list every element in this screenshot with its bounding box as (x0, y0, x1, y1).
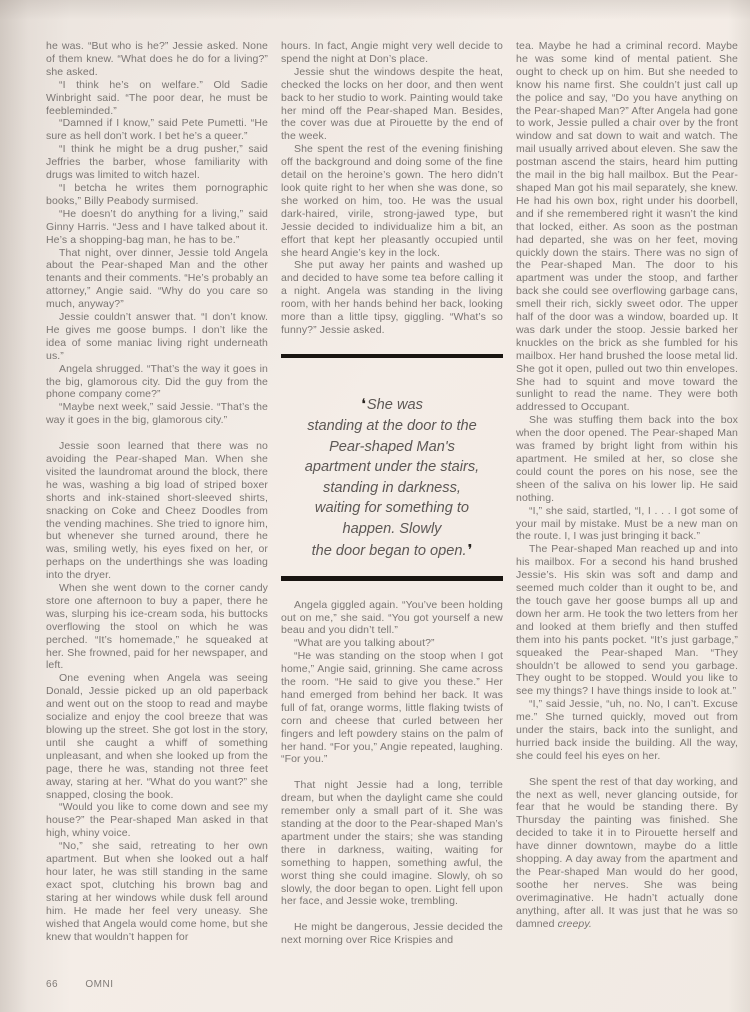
paragraph: “Maybe next week,” said Jessie. “That’s the way it goes in the big, glamorous city.” (46, 401, 268, 427)
paragraph: “He was standing on the stoop when I got home,” Angie said, grinning. She came across the room. “He said to give you these.” Her hand emerged from behind her back. It was full of fat, orange worms, little flaking twists of corn and cheese that curled between her fingers and left powdery stains on the palm of her hand. “For you,” Angie repeated, laughing. “For you.” (281, 650, 503, 766)
paragraph: That night Jessie had a long, terrible dream, but when the daylight came she could remember only a small part of it. She was standing at the door to the Pear-shaped Man’s apartment under the stairs; she was standing there in darkness, waiting, waiting for something to happen, something awful, the worst thing she could imagine. Slowly, oh so slowly, the door began to open. Light fell upon her face, and Jessie woke, trembling. (281, 779, 503, 908)
paragraph: When she went down to the corner candy store one afternoon to buy a paper, there he was, slurping his ice-cream soda, his buttocks overflowing the stool on which he was perched. “It’s homemade,” he squeaked at her. She frowned, paid for her newspaper, and left. (46, 582, 268, 672)
text-column-1 (46, 40, 268, 947)
pull-quote-line: standing at the door to the (307, 417, 477, 434)
paragraph: “I betcha he writes them pornographic books,” Billy Peabody surmised. (46, 181, 268, 207)
paragraph: Angela shrugged. “That’s the way it goes in the big, glamorous city. Did the guy from the phone company come?” (46, 362, 268, 401)
paragraph: “No,” she said, retreating to her own apartment. But when she looked out a half hour later, he was still standing in the same exact spot, clutching his brown bag and staring at her windows while dusk fell around him. He made her feel very uneasy. She wished that Angela would come home, but she knew that wouldn’t happen for (46, 840, 268, 943)
paragraph: he was. “But who is he?” Jessie asked. None of them knew. “What does he do for a living?” she asked. (46, 40, 268, 78)
paragraph: That night, over dinner, Jessie told Angela about the Pear-shaped Man and the other tenants and their comments. “He’s probably an attorney,” Angie said. “Why do you care so much, anyway?” (46, 246, 269, 311)
pull-quote-line: ❛She was (361, 395, 423, 414)
paragraph: tea. Maybe he had a criminal record. Maybe he was some kind of mental patient. She ought to check up on him. But she needed to know his name first. She couldn’t just call up the police and say, “Do you have anything on the Pear-shaped Man?” After Angela had gone to work, Jessie pulled a chair over by the front window and sat down to wait and watch. The mail usually arrived about eleven. She saw the postman ascend the stairs, heard him putting the mail in the big hall mailbox. But the Pear-shaped Man got his mail separately, she knew. He had his own box, right under his doorbell, and if she remembered right it wasn’t the kind that locked, either. As soon as the postman had departed, she was on her feet, moving quickly down the stairs. There was no sign of the Pear-shaped Man. The door to his apartment was under the stoop, and farther back she could see overflowing garbage cans, smell their rich, sickly sweet odor. The upper half of the door was a window, boarded up. It was dark under the stoop. Jessie barked her knuckles on the brick as she fumbled for his mailbox. Her hand brushed the loose metal lid. She got it open, pulled out two thin envelopes. She had to squint and move toward the sunlight to read the name. They were both addressed to Occupant. (516, 40, 738, 414)
paragraph: She put away her paints and washed up and decided to have some tea before calling it a night. Angela was standing in the living room, with her hands behind her back, looking more than a little tipsy, giggling. “What’s so funny?” Jessie asked. (281, 259, 503, 336)
close-quote-ornament-icon: ❜ (467, 540, 473, 559)
spacer (281, 581, 503, 599)
paragraph: One evening when Angela was seeing Donald, Jessie picked up an old paperback and went out on the stoop to read and maybe socialize and enjoy the cool breeze that was blowing up the street. She got lost in the story, until she caught a whiff of something unpleasant, and when she looked up from the page, there he was, standing not three feet away, staring at her. “What do you want?” she snapped, closing the book. (46, 672, 268, 801)
paragraph: She was stuffing them back into the box when the door opened. The Pear-shaped Man was framed by bright light from within his apartment. He smiled at her, so close she could count the pores on his nose, see the sheen of the saliva on his lower lip. He said nothing. (516, 414, 738, 504)
paragraph: She spent the rest of the evening finishing off the background and doing some of the fine detail on the heroine’s gown. The hero didn’t look quite right to her when she was done, so she worked on him, too. He was the usual dark-haired, virile, strong-jawed type, but Jessie decided to individualize him a bit, an effort that kept her pleasantly occupied until she heard Angie’s key in the lock. (281, 143, 503, 259)
text-column-3 (516, 40, 738, 947)
page-footer (46, 979, 114, 990)
paragraph: “I think he’s on welfare.” Old Sadie Winbright said. “The poor dear, he must be feebleminded.” (46, 78, 268, 117)
pull-quote-line: happen. Slowly (342, 520, 442, 537)
paragraph: “Damned if I know,” said Pete Pumetti. “He sure as hell don’t work. I bet he’s a queer.” (46, 117, 268, 143)
divider-rule (281, 354, 503, 359)
pull-quote-line: apartment under the stairs, (304, 459, 480, 476)
paragraph: Angela giggled again. “You’ve been holding out on me,” she said. “You got yourself a new beau and you didn’t tell.” (281, 598, 503, 637)
paragraph: “I think he might be a drug pusher,” said Jeffries the barber, whose familiarity with drugs was limited to witch hazel. (46, 143, 268, 182)
paragraph: “I,” she said, startled, “I, I . . . I got some of your mail by mistake. Must be a new man on the route. I, I was just bringing it back.” (516, 504, 738, 543)
magazine-title: OMNI (85, 979, 114, 990)
article-body (46, 40, 738, 947)
pull-quote-line: the door began to open.❜ (311, 540, 473, 559)
emphasized-word: creepy. (557, 917, 592, 930)
open-quote-ornament-icon: ❛ (361, 395, 366, 414)
pull-quote (283, 394, 501, 561)
pull-quote-line: standing in darkness, (323, 479, 461, 496)
pull-quote-line: Pear-shaped Man's (329, 438, 455, 455)
paragraph: “I,” said Jessie, “uh, no. No, I can’t. Excuse me.” She turned quickly, moved out from under the stairs, back into the sunlight, and hurried back inside the building. All the way, she could feel his eyes on her. (516, 698, 738, 762)
text-segment: She spent the rest of that day working, and the next as well, never glancing outside, for fear that he would be standing there. By Thursday the painting was finished. She decided to take it in to Pirouette herself and have dinner downtown, maybe do a little shopping. A day away from the apartment and the Pear-shaped Man would do her good, soothe her nerves. She was being overimaginative. He hadn’t actually done anything, after all. It was just that he was so damned (516, 775, 738, 930)
paragraph: “He doesn’t do anything for a living,” said Ginny Harris. “Jess and I have talked about it. He’s a shopping-bag man, he has to be.” (46, 207, 268, 246)
pull-quote-line: waiting for something to (314, 500, 470, 517)
paragraph: Jessie couldn’t answer that. “I don’t know. He gives me goose bumps. I don’t like the idea of some maniac living right underneath us.” (46, 311, 268, 362)
text-column-2 (281, 40, 503, 947)
paragraph: Jessie shut the windows despite the heat, checked the locks on her door, and then went back to her studio to work. Painting would take her mind off the Pear-shaped Man. Besides, the cover was due at Pirouette by the end of the week. (281, 65, 503, 143)
paragraph: “What are you talking about?” (294, 637, 435, 650)
paragraph: “Would you like to come down and see my house?” the Pear-shaped Man asked in that high, whiny voice. (46, 801, 268, 840)
paragraph: hours. In fact, Angie might very well decide to spend the night at Don’s place. (281, 40, 503, 65)
page-number: 66 (46, 979, 59, 990)
paragraph: He might be dangerous, Jessie decided the next morning over Rice Krispies and (281, 921, 503, 947)
paragraph: Jessie soon learned that there was no avoiding the Pear-shaped Man. When she visited the laundromat around the block, there he was, washing a big load of striped boxer shorts and ink-stained short-sleeved shirts, snacking on Coke and Cheez Doodles from the vending machines. She tried to ignore him, but whenever she turned around, there he was, smiling wetly, his eyes fixed on her, or perhaps on the underthings she was loading into the dryer. (46, 440, 268, 582)
paragraph (516, 776, 738, 931)
paragraph: The Pear-shaped Man reached up and into his mailbox. For a second his hand brushed Jessie’s. His skin was soft and damp and seemed much colder than it ought to be, and the touch gave her goose bumps all up and down her arm. He took the two letters from her and looked at them briefly and then stuffed them into his pants pocket. “It’s just garbage,” squeaked the Pear-shaped Man. “They shouldn’t be allowed to send you garbage. They ought to be stopped. Would you like to see my things? I have things inside to look at.” (516, 543, 738, 698)
